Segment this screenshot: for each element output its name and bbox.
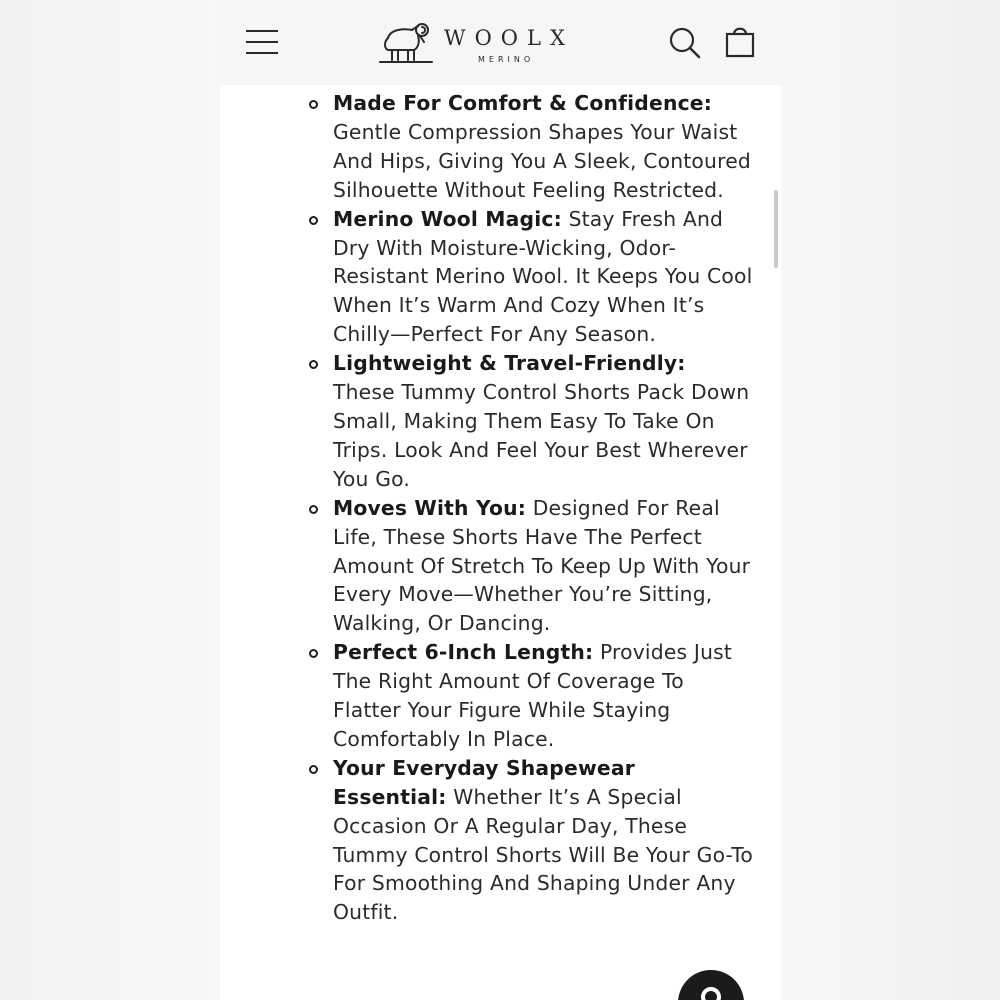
list-item: [333, 754, 753, 927]
hamburger-menu-icon[interactable]: [244, 28, 280, 58]
list-item: [333, 205, 753, 350]
shopping-bag-icon[interactable]: [722, 24, 758, 60]
feature-text: Gentle Compression Shapes Your Waist And Hips, Giving You A Sleek, Contoured Silhouette Without Feeling Restricted.: [333, 119, 751, 202]
backdrop-right: [781, 0, 1000, 1000]
brand-name: WOOLX: [444, 26, 574, 50]
backdrop-left: [0, 0, 220, 1000]
feature-text: Provides Just The Right Amount Of Coverage To Flatter Your Figure While Staying Comfortably In Place.: [333, 640, 733, 751]
list-item: [333, 89, 753, 205]
bullet-icon: [309, 765, 318, 774]
feature-text: Designed For Real Life, These Shorts Have The Perfect Amount Of Stretch To Keep Up With Your Every Move—Whether You’re Sitting, Walking, Or Dancing.: [333, 495, 751, 636]
feature-text: These Tummy Control Shorts Pack Down Small, Making Them Easy To Take On Trips. Look And Feel Your Best Wherever You Go.: [333, 380, 750, 491]
list-item: [333, 494, 753, 639]
bullet-icon: [309, 649, 318, 658]
list-item: [333, 349, 753, 494]
bullet-icon: [309, 360, 318, 369]
bullet-icon: [309, 216, 318, 225]
feature-title: Merino Wool Magic:: [333, 206, 562, 231]
site-header: [220, 0, 781, 85]
list-item: [333, 638, 753, 754]
bullet-icon: [309, 505, 318, 514]
search-icon[interactable]: [668, 26, 702, 60]
feature-title: Perfect 6-Inch Length:: [333, 640, 594, 665]
mobile-page: [220, 0, 781, 1000]
brand-logo[interactable]: [376, 16, 586, 68]
ram-logo-icon: [378, 18, 434, 66]
feature-title: Your Everyday Shapewear Essential:: [333, 755, 635, 809]
chat-button[interactable]: [678, 970, 744, 1000]
feature-title: Moves With You:: [333, 495, 527, 520]
feature-title: Made For Comfort & Confidence:: [333, 91, 713, 115]
chat-icon: [701, 987, 721, 1000]
feature-text: Stay Fresh And Dry With Moisture-Wicking, Odor-Resistant Merino Wool. It Keeps You Cool When It’s Warm And Cozy When It’s Chilly—Perfect For Any Season.: [333, 206, 753, 347]
feature-title: Lightweight & Travel-Friendly:: [333, 351, 686, 376]
bullet-icon: [309, 100, 318, 109]
brand-subtitle: MERINO: [478, 55, 535, 64]
scrollbar[interactable]: [774, 190, 778, 268]
feature-text: Whether It’s A Special Occasion Or A Regular Day, These Tummy Control Shorts Will Be Your Go-To For Smoothing And Shaping Under Any Outfit.: [333, 784, 753, 925]
feature-list: [333, 89, 753, 927]
